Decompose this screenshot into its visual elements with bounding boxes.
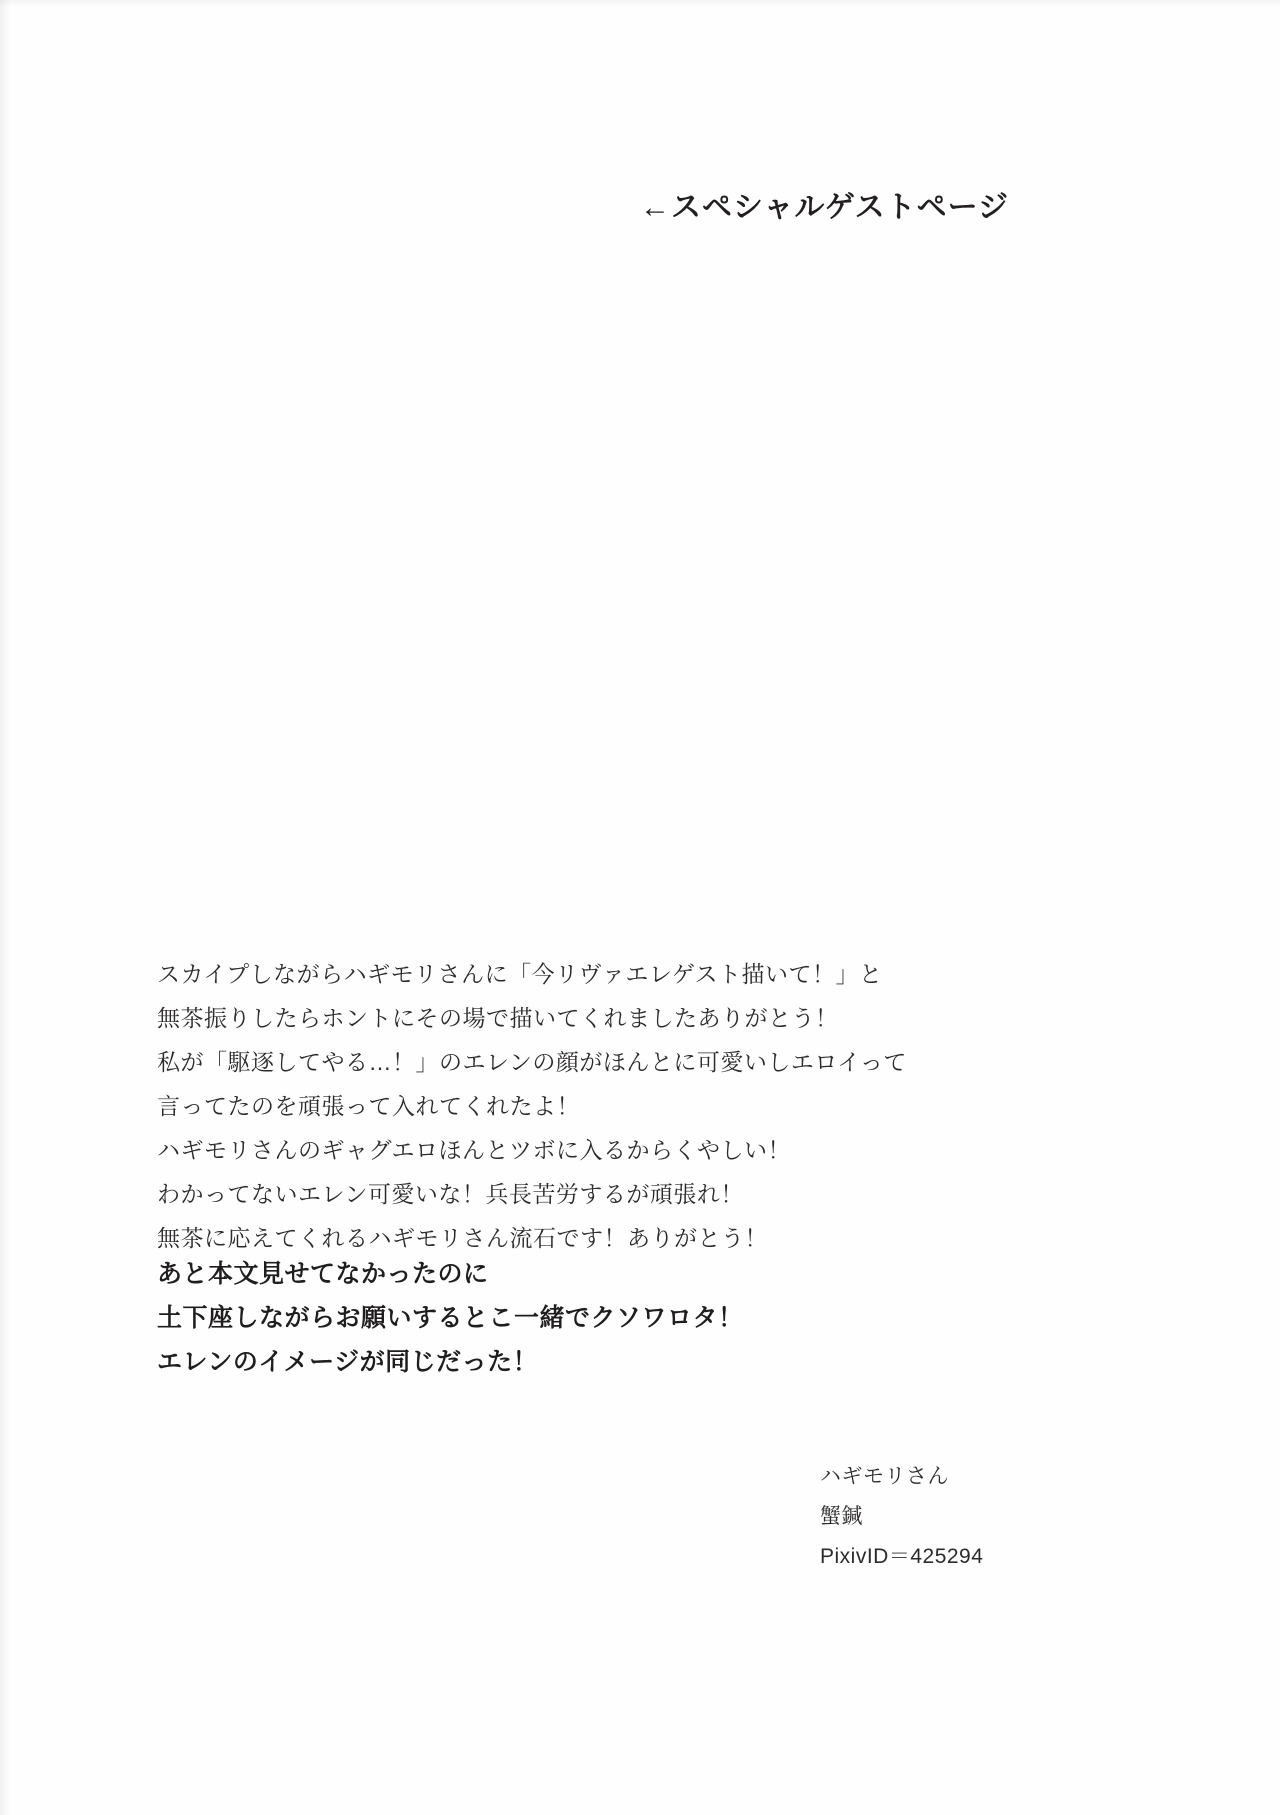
signature-name: ハギモリさん <box>820 1465 949 1488</box>
afterword-line: 無茶振りしたらホントにその場で描いてくれましたありがとう！ <box>157 1005 839 1031</box>
afterword-line: ハギモリさんのギャグエロほんとツボに入るからくやしい！ <box>157 1137 792 1163</box>
afterword-line: わかってないエレン可愛いな！兵長苦労するが頑張れ！ <box>157 1181 744 1207</box>
emphasis-line: あと本文見せてなかったのに <box>157 1260 489 1288</box>
afterword-line: 言ってたのを頑張って入れてくれたよ！ <box>157 1093 580 1119</box>
scan-edge-left <box>0 0 10 1815</box>
afterword-body <box>157 952 977 1260</box>
afterword-line: 私が「駆逐してやる…！」のエレンの顔がほんとに可愛いしエロイって <box>157 1049 907 1075</box>
emphasis-line: 土下座しながらお願いするとこ一緒でクソワロタ！ <box>157 1304 744 1332</box>
scan-edge-top <box>0 0 1280 8</box>
signature-pixiv-id: PixivID＝425294 <box>820 1545 984 1568</box>
afterword-line: 無茶に応えてくれるハギモリさん流石です！ありがとう！ <box>157 1225 768 1251</box>
signature-circle: 蟹鍼 <box>820 1505 863 1528</box>
emphasis-line: エレンのイメージが同じだった！ <box>157 1348 539 1376</box>
afterword-emphasis <box>157 1252 977 1384</box>
special-guest-page-heading: ←スペシャルゲストページ <box>640 191 1009 224</box>
signature-block <box>820 1457 1180 1577</box>
afterword-line: スカイプしながらハギモリさんに「今リヴァエレゲスト描いて！」と <box>157 961 883 987</box>
